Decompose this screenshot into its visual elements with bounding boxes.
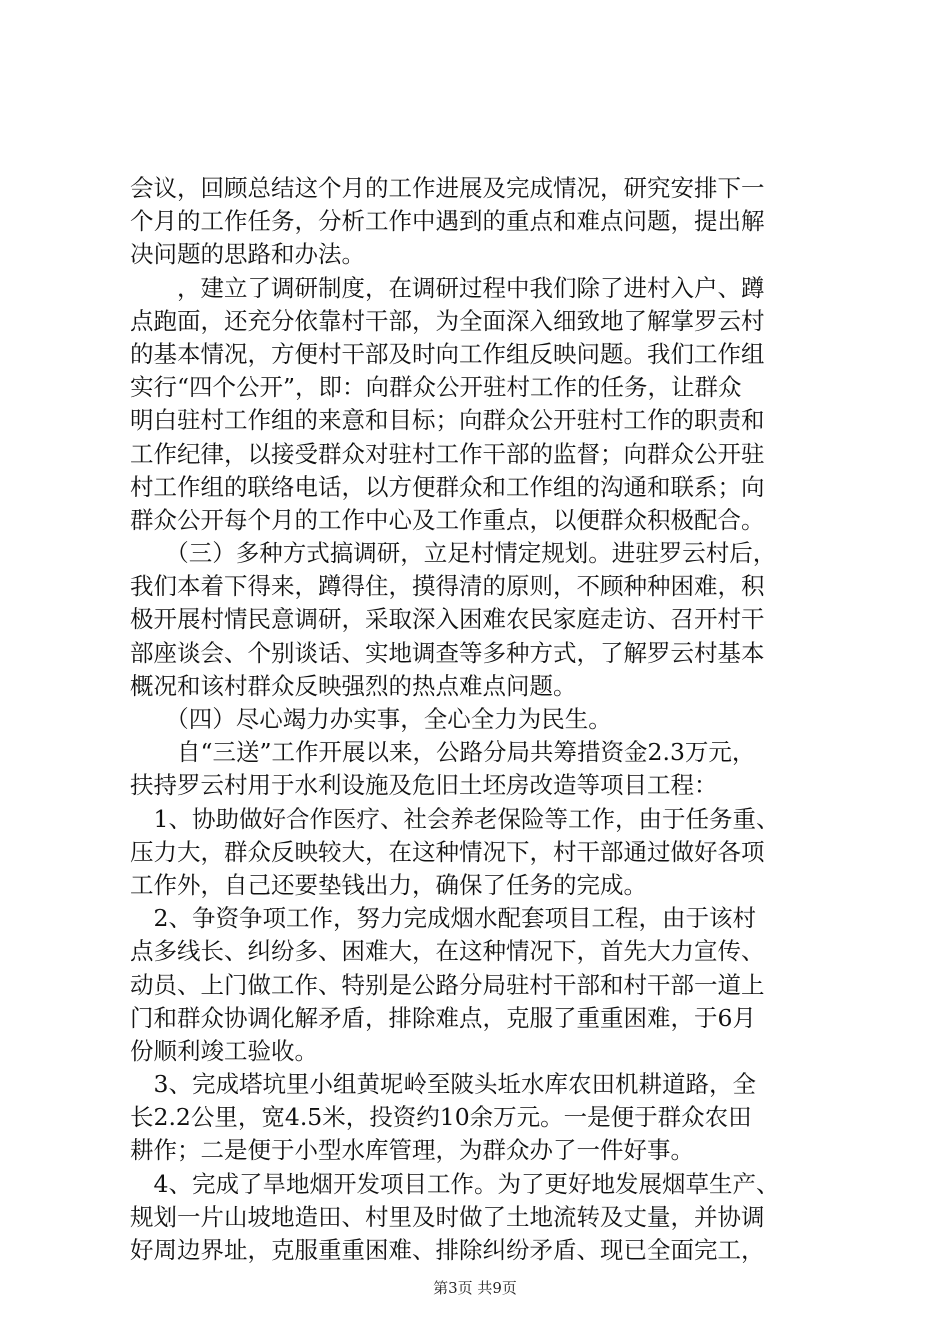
text-line: 份顺利竣工验收。 — [130, 1036, 318, 1065]
text-line: 点多线长、纠纷多、困难大，在这种情况下，首先大力宣传、 — [130, 937, 765, 966]
text-line: 工作纪律，以接受群众对驻村工作干部的监督；向群众公开驻 — [130, 439, 765, 468]
text-line: 点跑面，还充分依靠村干部，为全面深入细致地了解掌罗云村 — [130, 306, 765, 335]
text-line: 实行“四个公开”，即：向群众公开驻村工作的任务，让群众 — [130, 373, 742, 402]
text-line: 我们本着下得来，蹲得住，摸得清的原则，不顾种种困难，积 — [130, 572, 765, 601]
text-line: （四）尽心竭力办实事，全心全力为民生。 — [130, 705, 612, 733]
text-line: 部座谈会、个别谈话、实地调查等多种方式，了解罗云村基本 — [130, 638, 765, 667]
text-line: 的基本情况，方便村干部及时向工作组反映问题。我们工作组 — [130, 339, 765, 368]
text-line: 工作外，自己还要垫钱出力，确保了任务的完成。 — [130, 870, 647, 899]
text-line: 4、完成了旱地烟开发项目工作。为了更好地发展烟草生产、 — [130, 1169, 780, 1198]
text-line: 自“三送”工作开展以来，公路分局共筹措资金2.3万元， — [130, 738, 756, 767]
page-footer: 第3页 共9页 — [433, 1279, 517, 1297]
text-line: ，建立了调研制度，在调研过程中我们除了进村入户、蹲 — [130, 273, 765, 302]
text-line: （三）多种方式搞调研，立足村情定规划。进驻罗云村后， — [130, 539, 777, 568]
text-line: 2、争资争项工作，努力完成烟水配套项目工程，由于该村 — [130, 904, 756, 933]
text-line: 村工作组的联络电话，以方便群众和工作组的沟通和联系；向 — [130, 472, 765, 501]
text-line: 决问题的思路和办法。 — [130, 240, 365, 269]
text-line: 极开展村情民意调研，采取深入困难农民家庭走访、召开村干 — [130, 605, 765, 634]
text-line: 长2.2公里，宽4.5米，投资约10余万元。一是便于群众农田 — [130, 1103, 752, 1132]
text-line: 个月的工作任务，分析工作中遇到的重点和难点问题，提出解 — [130, 207, 765, 236]
text-line: 门和群众协调化解矛盾，排除难点，克服了重重困难，于6月 — [130, 1003, 756, 1032]
text-line: 动员、上门做工作、特别是公路分局驻村干部和村干部一道上 — [130, 970, 765, 999]
text-line: 规划一片山坡地造田、村里及时做了土地流转及丈量，并协调 — [130, 1202, 765, 1231]
text-line: 概况和该村群众反映强烈的热点难点问题。 — [130, 671, 577, 700]
text-line: 好周边界址，克服重重困难、排除纠纷矛盾、现已全面完工， — [130, 1236, 765, 1264]
text-line: 会议，回顾总结这个月的工作进展及完成情况，研究安排下一 — [130, 174, 765, 202]
text-line: 压力大，群众反映较大，在这种情况下，村干部通过做好各项 — [130, 837, 765, 866]
text-line: 明白驻村工作组的来意和目标；向群众公开驻村工作的职责和 — [130, 406, 765, 435]
body-text — [130, 172, 830, 1267]
text-line: 扶持罗云村用于水利设施及危旧土坯房改造等项目工程： — [130, 771, 718, 800]
text-line: 耕作；二是便于小型水库管理，为群众办了一件好事。 — [130, 1136, 694, 1165]
text-line: 3、完成塔坑里小组黄坭岭至陂头坵水库农田机耕道路，全 — [130, 1070, 756, 1099]
text-line: 群众公开每个月的工作中心及工作重点，以便群众积极配合。 — [130, 505, 765, 534]
text-line: 1、协助做好合作医疗、社会养老保险等工作，由于任务重、 — [130, 804, 780, 833]
